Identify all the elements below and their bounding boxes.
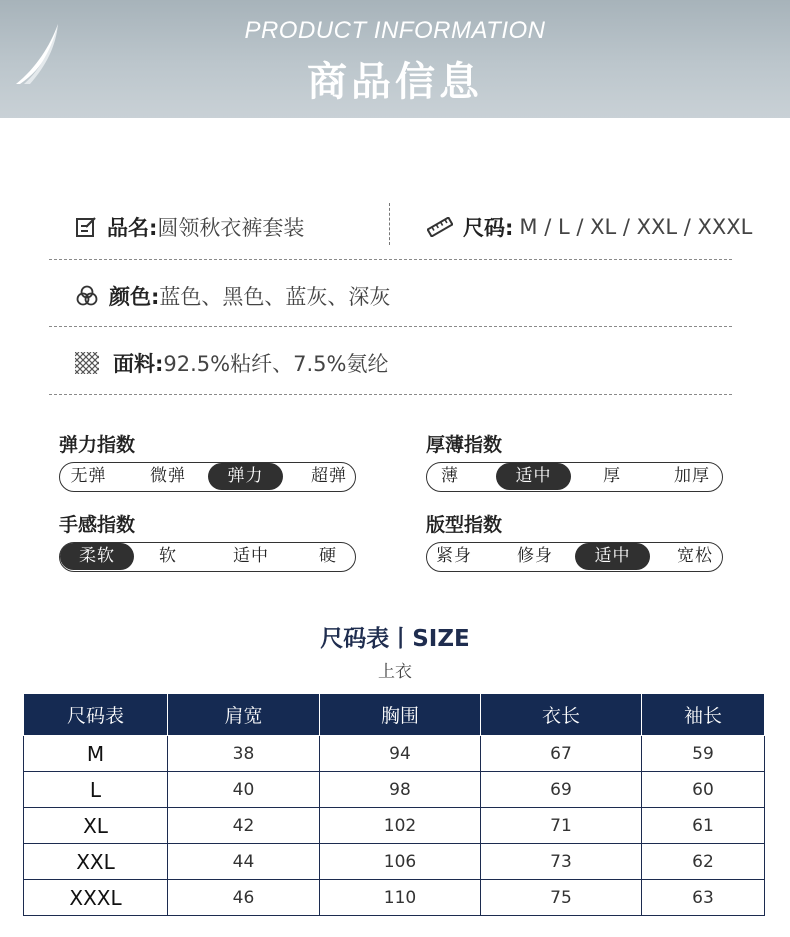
shoulder-cell: 46 <box>168 880 320 916</box>
info-row-fabric <box>49 332 732 395</box>
length-cell: 67 <box>481 736 642 772</box>
sleeve-cell: 60 <box>642 772 765 808</box>
sleeve-cell: 59 <box>642 736 765 772</box>
color-value: 蓝色、黑色、蓝灰、深灰 <box>159 284 391 309</box>
banner-title: 商品信息 <box>307 59 483 105</box>
length-cell: 69 <box>481 772 642 808</box>
fabric-field <box>75 332 388 394</box>
sleeve-cell: 63 <box>642 880 765 916</box>
ruler-icon <box>427 217 453 237</box>
size-table-header-row <box>24 694 765 736</box>
elasticity-index-title: 弹力指数 <box>59 434 136 456</box>
size-cell: XXXL <box>24 880 168 916</box>
elasticity-option-selected: 弹力 <box>208 463 283 490</box>
product-name-value: 圆领秋衣裤套装 <box>157 216 305 240</box>
elasticity-option: 超弹 <box>311 466 347 486</box>
size-cell: XL <box>24 808 168 844</box>
fit-option: 紧身 <box>436 546 472 566</box>
thickness-index-title: 厚薄指数 <box>426 434 503 456</box>
size-chart-subtitle: 上衣 <box>378 662 412 682</box>
product-name-label: 品名: <box>107 216 158 240</box>
size-table-header: 胸围 <box>320 694 481 736</box>
product-name-field <box>75 195 304 259</box>
fit-option-selected: 适中 <box>575 543 650 570</box>
shoulder-cell: 42 <box>168 808 320 844</box>
length-cell: 75 <box>481 880 642 916</box>
row-divider <box>389 203 390 245</box>
size-table-row <box>24 772 765 808</box>
elasticity-index-scale <box>59 462 356 492</box>
hand-feel-option: 软 <box>159 546 177 566</box>
header-banner <box>0 0 790 118</box>
elasticity-option: 无弹 <box>70 466 107 486</box>
size-table-row <box>24 880 765 916</box>
edit-icon <box>75 216 97 238</box>
fit-option: 宽松 <box>677 546 713 566</box>
hand-feel-index-scale <box>59 542 356 572</box>
fabric-value: 92.5%粘纤、7.5%氨纶 <box>163 352 389 376</box>
fit-option: 修身 <box>517 546 553 566</box>
size-label: 尺码: <box>463 216 514 240</box>
sleeve-cell: 61 <box>642 808 765 844</box>
shoulder-cell: 44 <box>168 844 320 880</box>
size-table-row <box>24 736 765 772</box>
elasticity-option: 微弹 <box>150 466 186 486</box>
length-cell: 71 <box>481 808 642 844</box>
chest-cell: 94 <box>320 736 481 772</box>
thickness-option-selected: 适中 <box>496 463 571 490</box>
chest-cell: 110 <box>320 880 481 916</box>
size-table-row <box>24 844 765 880</box>
size-table-row <box>24 808 765 844</box>
size-value: M / L / XL / XXL / XXXL <box>519 215 753 239</box>
size-chart-table <box>23 693 765 916</box>
size-chart-title: 尺码表丨SIZE <box>320 626 470 652</box>
fabric-texture-icon <box>75 352 99 374</box>
thickness-option: 加厚 <box>674 466 710 486</box>
color-label: 颜色: <box>109 284 160 309</box>
sleeve-cell: 62 <box>642 844 765 880</box>
size-cell: XXL <box>24 844 168 880</box>
color-field <box>75 265 390 326</box>
color-circles-icon <box>75 285 99 307</box>
size-field <box>427 195 752 259</box>
size-table-header: 肩宽 <box>168 694 320 736</box>
shoulder-cell: 40 <box>168 772 320 808</box>
hand-feel-index-title: 手感指数 <box>59 514 136 536</box>
info-row-name-size <box>49 195 753 260</box>
size-cell: M <box>24 736 168 772</box>
hand-feel-option-selected: 柔软 <box>60 543 134 570</box>
size-table-header: 衣长 <box>481 694 642 736</box>
length-cell: 73 <box>481 844 642 880</box>
size-cell: L <box>24 772 168 808</box>
size-table-header: 袖长 <box>642 694 765 736</box>
hand-feel-option: 硬 <box>319 546 337 566</box>
fabric-label: 面料: <box>113 352 164 376</box>
thickness-option: 厚 <box>603 466 621 486</box>
hand-feel-option: 适中 <box>233 546 269 566</box>
chest-cell: 106 <box>320 844 481 880</box>
thickness-index-scale <box>426 462 723 492</box>
size-table-header: 尺码表 <box>24 694 168 736</box>
fit-index-title: 版型指数 <box>426 514 503 536</box>
chest-cell: 102 <box>320 808 481 844</box>
shoulder-cell: 38 <box>168 736 320 772</box>
chest-cell: 98 <box>320 772 481 808</box>
info-row-color <box>49 265 732 327</box>
banner-subtitle-en: PRODUCT INFORMATION <box>244 17 546 44</box>
fit-index-scale <box>426 542 723 572</box>
thickness-option: 薄 <box>441 466 459 486</box>
